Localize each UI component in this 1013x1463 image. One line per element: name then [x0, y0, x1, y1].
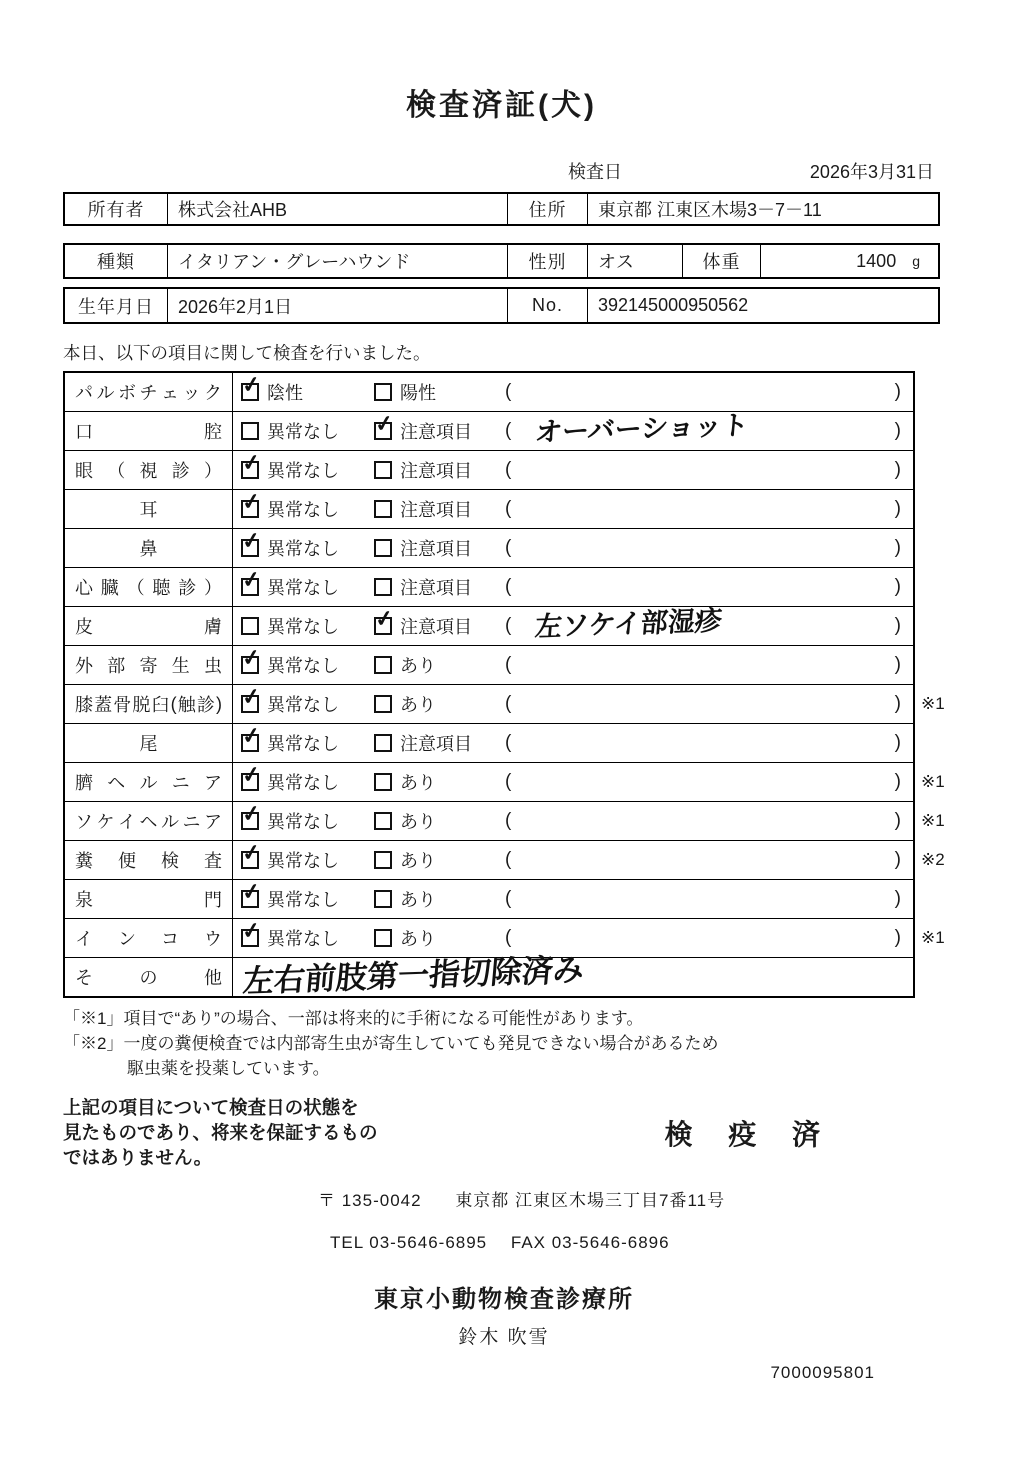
paren-open: (: [505, 654, 512, 675]
paren-close: ): [894, 615, 901, 636]
reference-mark: ※2: [921, 850, 945, 869]
exam-item-label: 外 部 寄 生 虫: [65, 646, 233, 684]
exam-option-label: 異常なし: [267, 695, 339, 715]
breed-value: イタリアン・グレーハウンド: [167, 245, 507, 277]
exam-row-body: [233, 682, 913, 723]
exam-item-label: 口 腔: [65, 412, 233, 450]
tel-fax-line: [330, 1233, 940, 1253]
checked-checkbox-icon: [240, 916, 263, 947]
reference-mark: ※1: [921, 772, 945, 791]
disclaimer-text: [63, 1095, 378, 1170]
exam-row-body: [233, 760, 913, 801]
no-value: 392145000950562: [587, 289, 938, 322]
check-mark-icon: ✓: [240, 760, 263, 789]
exam-option: [233, 916, 366, 951]
handwritten-note: オーバーショット: [533, 410, 750, 448]
exam-option: [233, 721, 366, 756]
exam-item-label: ソ ケ イ ヘ ル ニ ア: [65, 802, 233, 840]
disclaimer-line-2: 見たものであり、将来を保証するもの: [63, 1122, 378, 1143]
exam-option-label: 異常なし: [267, 578, 339, 598]
checked-checkbox-icon: [240, 526, 263, 557]
exam-option: [366, 730, 499, 756]
inspection-date-value: 2026年3月31日: [809, 162, 934, 182]
clinic-footer: [63, 1186, 940, 1383]
exam-item-label: そ の 他: [65, 958, 233, 996]
exam-row: [65, 723, 913, 762]
paren-open: (: [505, 381, 512, 402]
paren-open: (: [505, 927, 512, 948]
paren-open: (: [505, 771, 512, 792]
check-mark-icon: ✓: [240, 838, 263, 867]
checked-checkbox-icon: [240, 682, 263, 713]
exam-option: [366, 847, 499, 873]
exam-row: [65, 450, 913, 489]
exam-item-label: 心 臓 （ 聴 診 ）: [65, 568, 233, 606]
exam-row: [65, 799, 945, 840]
checked-checkbox-icon: [373, 409, 396, 440]
exam-item-label: 膝 蓋 骨 脱 臼 ( 触 診 ): [65, 685, 233, 723]
unchecked-checkbox-icon: [374, 539, 392, 557]
remark-paren-area: [499, 654, 913, 676]
unchecked-checkbox-icon: [374, 656, 392, 674]
unchecked-checkbox-icon: [374, 383, 392, 401]
exam-item-label: 鼻: [65, 529, 233, 567]
exam-option: [233, 526, 366, 561]
breed-label: 種類: [97, 252, 135, 272]
exam-option: [233, 418, 366, 444]
birth-info-box: [63, 287, 940, 324]
serial-number: 7000095801: [770, 1363, 875, 1382]
address-value: 東京都 江東区木場3－7－11: [587, 194, 938, 224]
exam-option: [233, 448, 366, 483]
footnotes: [63, 1006, 940, 1081]
check-mark-icon: ✓: [240, 916, 263, 945]
exam-option: [233, 838, 366, 873]
unchecked-checkbox-icon: [374, 734, 392, 752]
exam-option-label: 陰性: [267, 383, 303, 403]
checked-checkbox-icon: [373, 604, 396, 635]
remark-paren-area: [499, 693, 913, 715]
handwritten-note: 左ソケイ部湿疹: [533, 605, 724, 643]
exam-option-label: あり: [400, 890, 436, 910]
exam-option-label: あり: [400, 812, 436, 832]
remark-paren-area: [499, 888, 913, 910]
exam-row-body: [233, 604, 913, 645]
exam-option: [233, 682, 366, 717]
unchecked-checkbox-icon: [374, 812, 392, 830]
exam-option-label: 異常なし: [267, 656, 339, 676]
paren-close: ): [894, 459, 901, 480]
remark-paren-area: [499, 605, 913, 643]
check-mark-icon: ✓: [240, 877, 263, 906]
exam-option-label: あり: [400, 929, 436, 949]
exam-option-label: 異常なし: [267, 812, 339, 832]
exam-option-label: 異常なし: [267, 734, 339, 754]
exam-option: [366, 769, 499, 795]
exam-item-label: パ ル ボ チ ェ ッ ク: [65, 373, 233, 411]
check-mark-icon: ✓: [240, 565, 263, 594]
paren-close: ): [894, 732, 901, 753]
exam-row: [65, 879, 913, 918]
exam-row: [65, 951, 913, 999]
no-label: No.: [507, 289, 587, 322]
weight-label: 体重: [682, 245, 760, 277]
unchecked-checkbox-icon: [374, 500, 392, 518]
paren-open: (: [505, 849, 512, 870]
check-mark-icon: ✓: [240, 487, 263, 516]
check-mark-icon: ✓: [373, 409, 396, 438]
footnote-1: 「※1」項目で“あり”の場合、一部は将来的に手術になる可能性があります。: [63, 1009, 644, 1028]
exam-item-label: 皮 膚: [65, 607, 233, 645]
reference-mark: ※1: [921, 694, 945, 713]
tel-number: TEL 03-5646-6895: [330, 1233, 488, 1252]
reference-mark: ※1: [921, 928, 945, 947]
owner-value: 株式会社AHB: [167, 194, 507, 224]
exam-row-body: [233, 487, 913, 528]
inspection-date-line: [63, 158, 940, 184]
exam-option: [233, 370, 366, 405]
exam-option: [233, 799, 366, 834]
exam-table: [63, 370, 945, 999]
unchecked-checkbox-icon: [374, 695, 392, 713]
remark-paren-area: [499, 810, 913, 832]
intro-text: 本日、以下の項目に関して検査を行いました。: [63, 343, 431, 363]
paren-close: ): [894, 888, 901, 909]
page-title: 検査済証(犬): [406, 89, 597, 122]
paren-close: ): [894, 498, 901, 519]
exam-row-body: [233, 799, 913, 840]
clinic-address: 東京都 江東区木場三丁目7番11号: [455, 1191, 726, 1210]
exam-row: [65, 645, 913, 684]
weight-unit: g: [912, 253, 920, 269]
exam-option: [366, 886, 499, 912]
paren-close: ): [894, 654, 901, 675]
birth-label: 生年月日: [78, 296, 154, 317]
checked-checkbox-icon: [240, 643, 263, 674]
exam-option-label: 注意項目: [400, 578, 472, 598]
exam-option-label: 異常なし: [267, 851, 339, 871]
paren-open: (: [505, 810, 512, 831]
postal-address-line: [318, 1186, 940, 1211]
exam-row: [65, 682, 945, 723]
checked-checkbox-icon: [240, 565, 263, 596]
paren-open: (: [505, 615, 512, 636]
paren-close: ): [894, 693, 901, 714]
exam-row: [65, 567, 913, 606]
inspection-date-label: 検査日: [568, 162, 622, 182]
exam-row-body: [233, 838, 913, 879]
exam-row-body: [233, 526, 913, 567]
exam-row: [65, 606, 913, 645]
exam-row-body: [233, 951, 913, 999]
remark-paren-area: [499, 459, 913, 481]
clinic-name: 東京小動物検査診療所: [374, 1286, 634, 1313]
footnote-2-continued: 駆虫薬を投薬しています。: [127, 1059, 330, 1078]
sex-value: オス: [587, 245, 682, 277]
paren-open: (: [505, 576, 512, 597]
exam-option: [366, 496, 499, 522]
reference-mark: ※1: [921, 811, 945, 830]
exam-row: [65, 916, 945, 957]
exam-row: [65, 370, 913, 411]
check-mark-icon: ✓: [240, 799, 263, 828]
paren-open: (: [505, 693, 512, 714]
exam-option: [233, 565, 366, 600]
exam-option-label: 注意項目: [400, 461, 472, 481]
exam-option: [366, 691, 499, 717]
exam-option-label: 異常なし: [267, 461, 339, 481]
exam-option: [366, 409, 499, 444]
exam-item-label: 尾: [65, 724, 233, 762]
unchecked-checkbox-icon: [374, 890, 392, 908]
exam-option: [366, 604, 499, 639]
exam-option: [366, 652, 499, 678]
exam-row: [65, 760, 945, 801]
check-mark-icon: ✓: [240, 370, 263, 399]
exam-option: [233, 487, 366, 522]
paren-open: (: [505, 537, 512, 558]
exam-option: [233, 613, 366, 639]
exam-row-body: [233, 448, 913, 489]
exam-option-label: 異常なし: [267, 539, 339, 559]
remark-paren-area: [499, 410, 913, 448]
breed-info-box: [63, 243, 940, 279]
paren-open: (: [505, 498, 512, 519]
checked-checkbox-icon: [240, 721, 263, 752]
exam-option-label: 注意項目: [400, 617, 472, 637]
paren-open: (: [505, 420, 512, 441]
exam-row-body: [233, 565, 913, 606]
paren-close: ): [894, 849, 901, 870]
exam-option: [233, 760, 366, 795]
footnote-2: 「※2」一度の糞便検査では内部寄生虫が寄生していても発見できない場合があるため: [63, 1034, 719, 1053]
paren-close: ): [894, 381, 901, 402]
checked-checkbox-icon: [240, 760, 263, 791]
exam-option-label: 注意項目: [400, 734, 472, 754]
remark-paren-area: [499, 498, 913, 520]
exam-option-label: 異常なし: [267, 773, 339, 793]
exam-row: [65, 411, 913, 450]
veterinarian-name: 鈴木 吹雪: [458, 1327, 550, 1348]
unchecked-checkbox-icon: [374, 851, 392, 869]
exam-option: [366, 457, 499, 483]
remark-paren-area: [499, 576, 913, 598]
remark-paren-area: [499, 732, 913, 754]
exam-option-label: あり: [400, 773, 436, 793]
checked-checkbox-icon: [240, 448, 263, 479]
owner-label: 所有者: [87, 200, 145, 220]
disclaimer-line-3: ではありません。: [63, 1147, 213, 1168]
unchecked-checkbox-icon: [241, 422, 259, 440]
exam-option-label: あり: [400, 851, 436, 871]
exam-option-label: 異常なし: [267, 929, 339, 949]
exam-option-label: 異常なし: [267, 890, 339, 910]
check-mark-icon: ✓: [373, 604, 396, 633]
exam-row: [65, 489, 913, 528]
paren-open: (: [505, 888, 512, 909]
exam-option-label: あり: [400, 656, 436, 676]
disclaimer-line-1: 上記の項目について検査日の状態を: [63, 1097, 359, 1118]
exam-option: [366, 535, 499, 561]
exam-option-label: 注意項目: [400, 422, 472, 442]
exam-row-body: [233, 877, 913, 918]
check-mark-icon: ✓: [240, 682, 263, 711]
exam-item-label: イ ン コ ウ: [65, 919, 233, 957]
paren-open: (: [505, 459, 512, 480]
exam-option: [366, 808, 499, 834]
exam-option-label: 注意項目: [400, 500, 472, 520]
checked-checkbox-icon: [240, 799, 263, 830]
exam-item-label: 泉 門: [65, 880, 233, 918]
paren-close: ): [894, 537, 901, 558]
exam-option: [233, 643, 366, 678]
paren-close: ): [894, 810, 901, 831]
exam-option: [366, 379, 499, 405]
remark-paren-area: [499, 537, 913, 559]
check-mark-icon: ✓: [240, 721, 263, 750]
paren-close: ): [894, 927, 901, 948]
exam-row-body: [233, 409, 913, 450]
exam-row: [65, 528, 913, 567]
paren-close: ): [894, 576, 901, 597]
unchecked-checkbox-icon: [374, 773, 392, 791]
check-mark-icon: ✓: [240, 526, 263, 555]
checked-checkbox-icon: [240, 487, 263, 518]
fax-number: FAX 03-5646-6896: [510, 1233, 670, 1252]
unchecked-checkbox-icon: [374, 461, 392, 479]
exam-option-label: 異常なし: [267, 422, 339, 442]
paren-close: ): [894, 771, 901, 792]
paren-open: (: [505, 732, 512, 753]
sex-label: 性別: [507, 245, 587, 277]
exam-item-label: 臍 ヘ ル ニ ア: [65, 763, 233, 801]
postal-code: 〒 135-0042: [318, 1191, 422, 1210]
unchecked-checkbox-icon: [241, 617, 259, 635]
exam-option: [233, 877, 366, 912]
remark-paren-area: [499, 771, 913, 793]
handwritten-note: 左右前肢第一指切除済み: [241, 951, 586, 999]
remark-paren-area: [499, 849, 913, 871]
exam-option-label: 陽性: [400, 383, 436, 403]
check-mark-icon: ✓: [240, 448, 263, 477]
exam-row-body: [233, 370, 913, 411]
exam-option: [366, 925, 499, 951]
exam-item-label: 耳: [65, 490, 233, 528]
checked-checkbox-icon: [240, 877, 263, 908]
exam-option-label: 異常なし: [267, 617, 339, 637]
unchecked-checkbox-icon: [374, 578, 392, 596]
checked-checkbox-icon: [240, 370, 263, 401]
birth-value: 2026年2月1日: [167, 289, 507, 322]
owner-info-box: [63, 192, 940, 226]
address-label: 住所: [507, 194, 587, 224]
exam-option-label: 異常なし: [267, 500, 339, 520]
exam-row: [65, 838, 945, 879]
exam-row-body: [233, 721, 913, 762]
exam-row-body: [233, 643, 913, 684]
unchecked-checkbox-icon: [374, 929, 392, 947]
weight-cell: [760, 245, 938, 277]
exam-option: [366, 574, 499, 600]
exam-item-label: 糞 便 検 査: [65, 841, 233, 879]
exam-option-label: 注意項目: [400, 539, 472, 559]
remark-paren-area: [499, 381, 913, 403]
exam-row-body: [233, 916, 913, 957]
quarantine-stamp: 検 疫 済: [664, 1118, 834, 1150]
exam-option-label: あり: [400, 695, 436, 715]
checked-checkbox-icon: [240, 838, 263, 869]
remark-paren-area: [499, 927, 913, 949]
paren-close: ): [894, 420, 901, 441]
exam-item-label: 眼 （ 視 診 ）: [65, 451, 233, 489]
check-mark-icon: ✓: [240, 643, 263, 672]
weight-value: 1400: [856, 250, 897, 271]
